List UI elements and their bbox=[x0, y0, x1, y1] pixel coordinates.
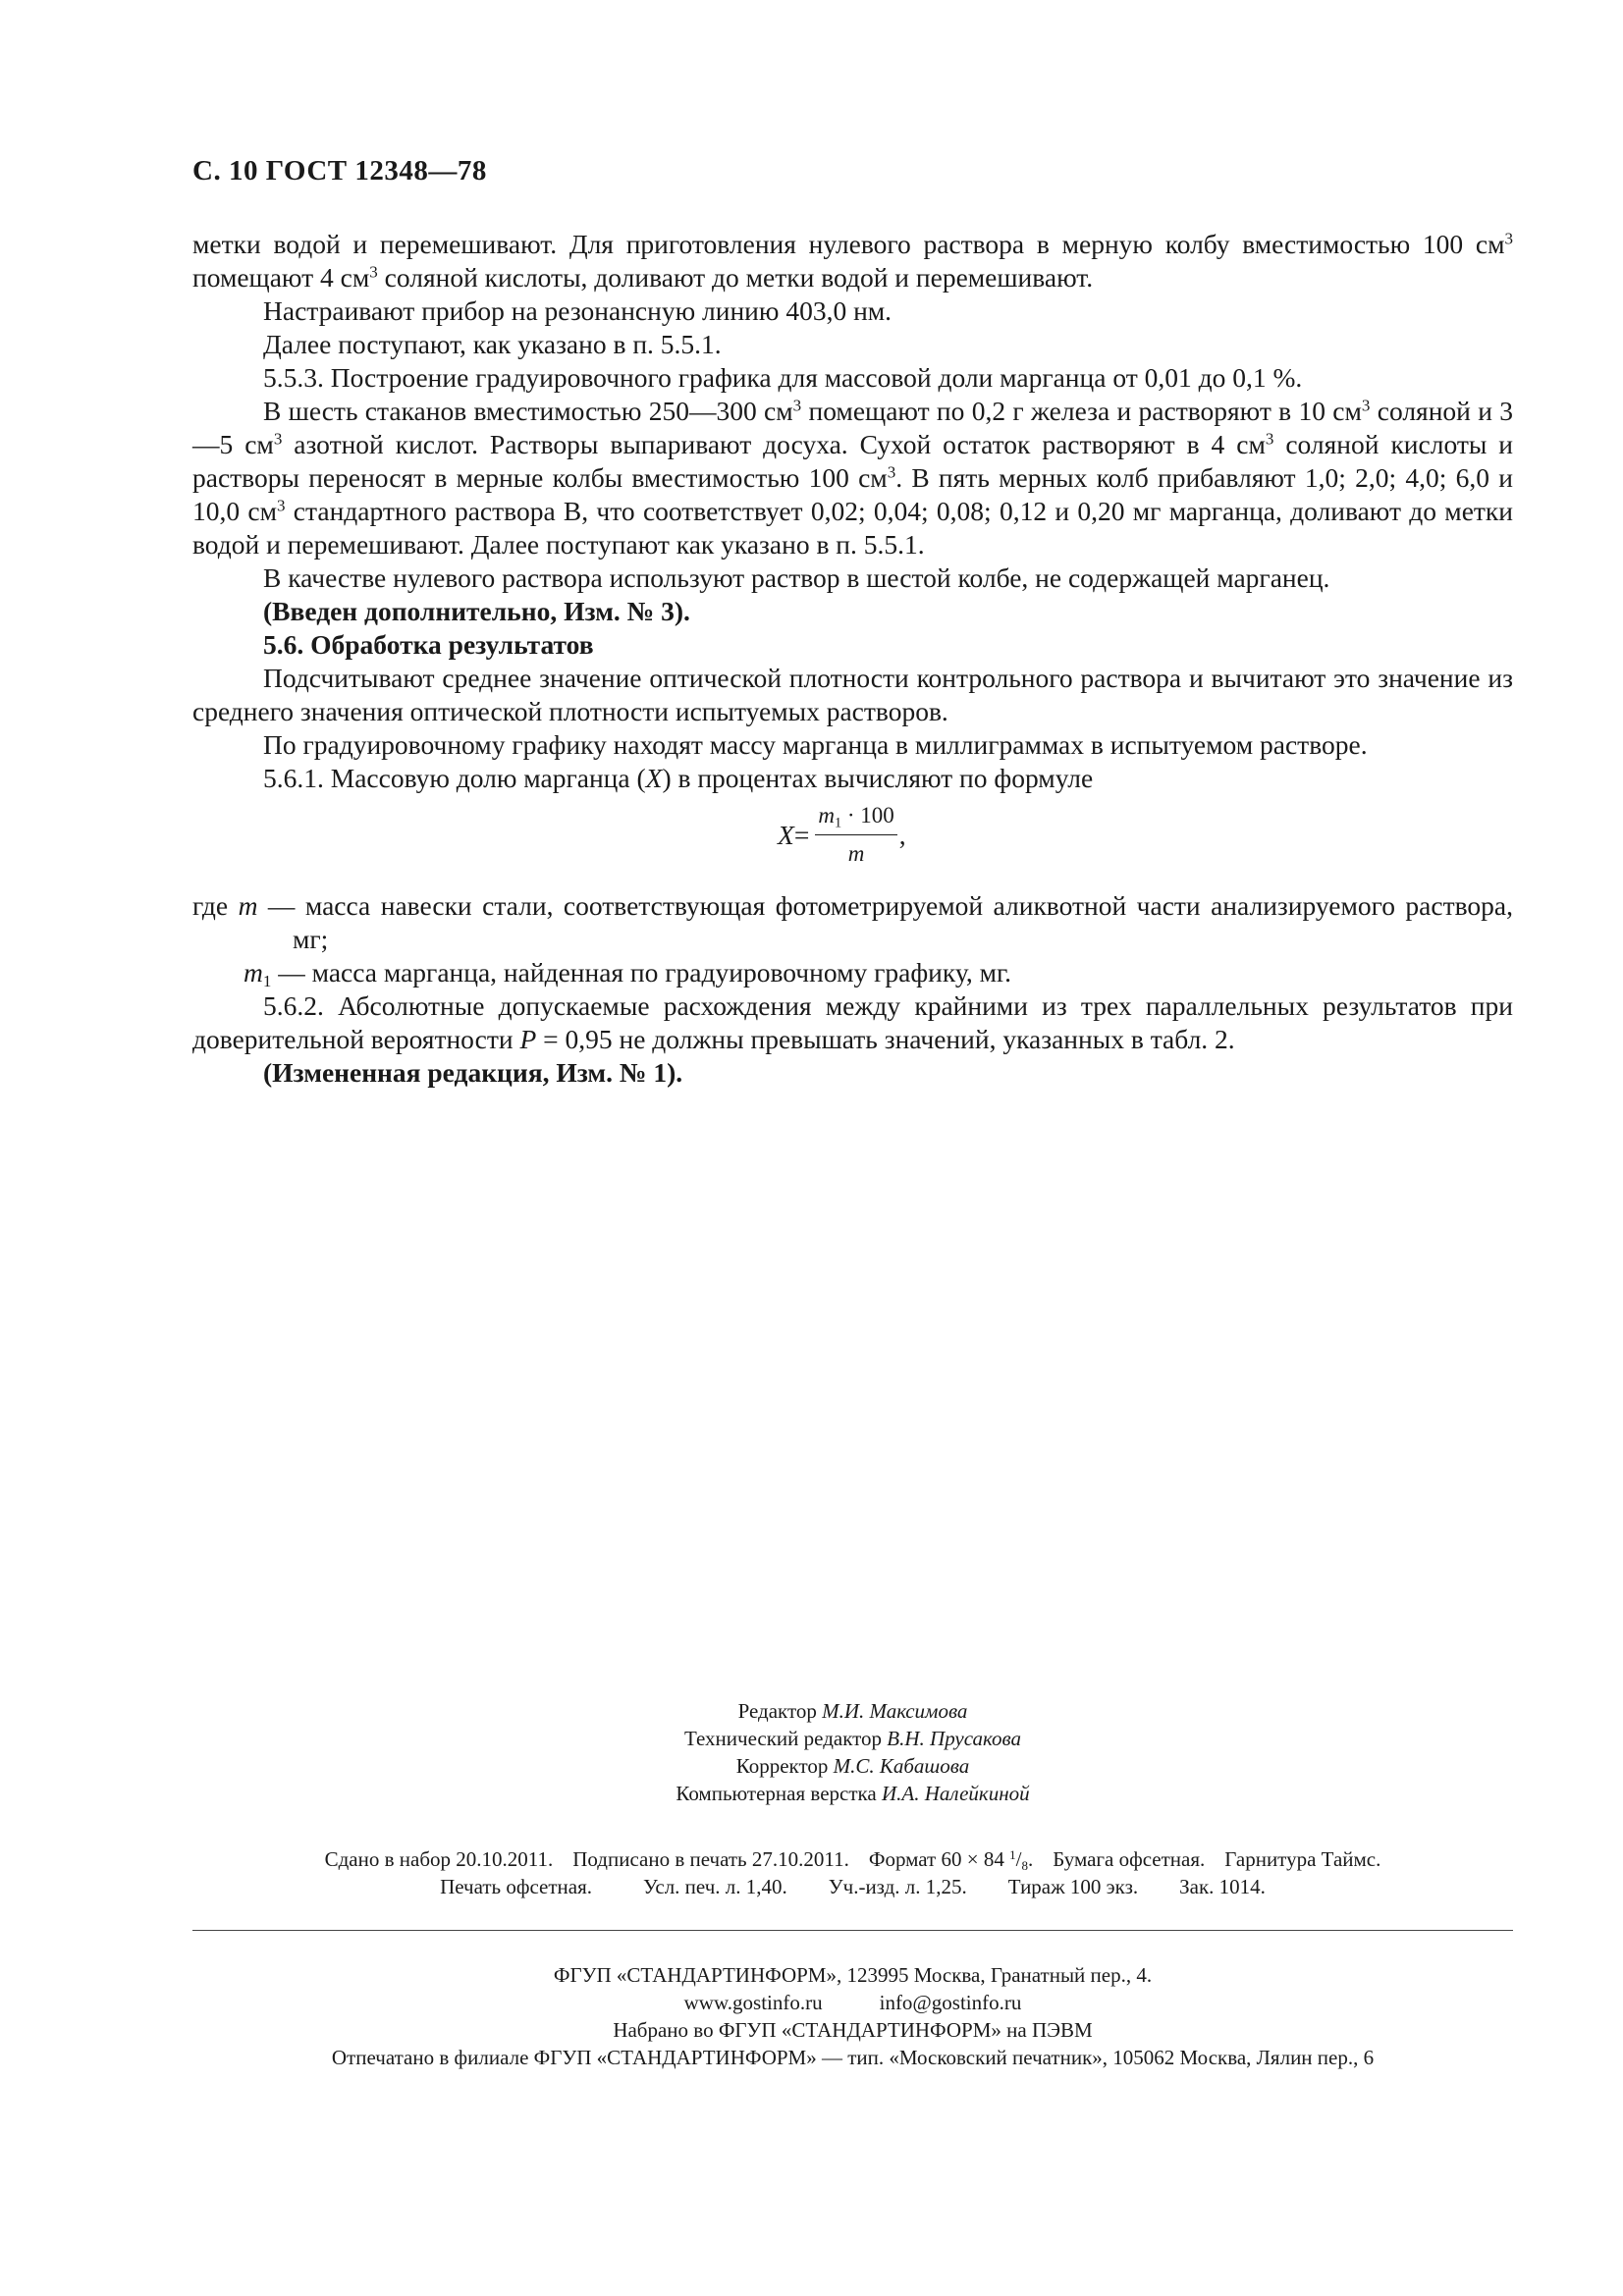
publisher-block bbox=[192, 1961, 1513, 2071]
variable-definition-m: где m — масса навески стали, соответствующая фотометрируемой аликвотной части анализируемого раствора, мг; bbox=[192, 890, 1513, 954]
typeset-note: Набрано во ФГУП «СТАНДАРТИНФОРМ» на ПЭВМ bbox=[613, 2018, 1093, 2042]
publisher-email: info@gostinfo.ru bbox=[879, 1991, 1022, 2014]
amendment-note-3: (Введен дополнительно, Изм. № 3). bbox=[263, 596, 690, 626]
paragraph-zero-solution: В качестве нулевого раствора используют раствор в шестой колбе, не содержащей марганец. bbox=[263, 562, 1330, 593]
pub-info-line-2: Печать офсетная. Усл. печ. л. 1,40. Уч.-изд. л. 1,25. Тираж 100 экз. Зак. 1014. bbox=[440, 1875, 1266, 1898]
formula-numerator: $m_1 \cdot 100$ bbox=[815, 799, 896, 835]
printing-note: Отпечатано в филиале ФГУП «СТАНДАРТИНФОРМ» — тип. «Московский печатник», 105062 Москва, Лялин пер., 6 bbox=[331, 2046, 1375, 2069]
page-header: С. 10 ГОСТ 12348—78 bbox=[192, 155, 487, 187]
mass-fraction-formula: X = $\frac{m_1 \cdot 100}{m}$ , bbox=[778, 799, 906, 871]
credit-layout: Компьютерная верстка И.А. Налейкиной bbox=[676, 1782, 1030, 1805]
formula-block bbox=[192, 795, 1513, 889]
publisher-address: ФГУП «СТАНДАРТИНФОРМ», 123995 Москва, Гранатный пер., 4. bbox=[553, 1963, 1153, 1987]
paragraph-optical-density: Подсчитывают среднее значение оптической плотности контрольного раствора и вычитают это значение из среднего значения оптической плотности испытуемых растворов. bbox=[192, 663, 1513, 726]
formula-fraction bbox=[815, 799, 896, 871]
separator-rule bbox=[192, 1930, 1513, 1931]
paragraph-proceed: Далее поступают, как указано в п. 5.5.1. bbox=[263, 329, 722, 359]
credits-block bbox=[192, 1697, 1513, 1807]
document-body bbox=[192, 228, 1513, 1090]
publisher-website: www.gostinfo.ru bbox=[683, 1991, 823, 2014]
pub-info-line-1: Сдано в набор 20.10.2011. Подписано в печать 27.10.2011. Формат 60 × 84 $^1/_8$. Бумага офсетная. Гарнитура Таймс. bbox=[324, 1846, 1381, 1873]
clause-5-5-3: 5.5.3. Построение градуировочного графика для массовой доли марганца от 0,01 до 0,1 %. bbox=[263, 362, 1303, 393]
paragraph-mass-from-graph: По градуировочному графику находят массу марганца в миллиграммах в испытуемом растворе. bbox=[263, 729, 1368, 760]
clause-5-6-1: 5.6.1. Массовую долю марганца (X) в процентах вычисляют по формуле bbox=[263, 763, 1094, 793]
publication-info bbox=[192, 1845, 1513, 1900]
credit-editor: Редактор М.И. Максимова bbox=[737, 1699, 968, 1723]
publisher-contacts bbox=[192, 1989, 1513, 2016]
paragraph-instrument-setup: Настраивают прибор на резонансную линию 403,0 нм. bbox=[263, 295, 893, 326]
clause-5-6-2: 5.6.2. Абсолютные допускаемые расхождения между крайними из трех параллельных результатов при доверительной вероятности P = 0,95 не должны превышать значений, указанных в табл. 2. bbox=[192, 990, 1513, 1054]
formula-denominator: m bbox=[847, 841, 865, 866]
credit-tech-editor: Технический редактор В.Н. Прусакова bbox=[683, 1727, 1022, 1750]
credit-corrector: Корректор М.С. Кабашова bbox=[735, 1754, 970, 1778]
section-heading-5-6: 5.6. Обработка результатов bbox=[263, 629, 594, 660]
variable-definition-m1: $m_1$ — масса марганца, найденная по градуировочному графику, мг. bbox=[243, 957, 1012, 991]
paragraph-calibration-procedure: В шесть стаканов вместимостью 250—300 $см^3$ помещают по 0,2 г железа и растворяют в 10 $см^3$ соляной и 3—5 $см^3$ азотной кислот. Растворы выпаривают досуха. Сухой остаток растворяют в 4 $см^3$ соляной кислоты и растворы переносят в мерные колбы вместимостью 100 $см^3$. В пять мерных колб прибавляют 1,0; 2,0; 4,0; 6,0 и 10,0 $см^3$ стандартного раствора В, что соответствует 0,02; 0,04; 0,08; 0,12 и 0,20 мг марганца, доливают до метки водой и перемешивают. Далее поступают как указано в п. 5.5.1. bbox=[192, 396, 1514, 560]
amendment-note-1: (Измененная редакция, Изм. № 1). bbox=[263, 1057, 683, 1088]
paragraph-continuation: метки водой и перемешивают. Для приготовления нулевого раствора в мерную колбу вместимостью 100 $см^3$ помещают 4 $см^3$ соляной кислоты, доливают до метки водой и перемешивают. bbox=[192, 229, 1513, 293]
